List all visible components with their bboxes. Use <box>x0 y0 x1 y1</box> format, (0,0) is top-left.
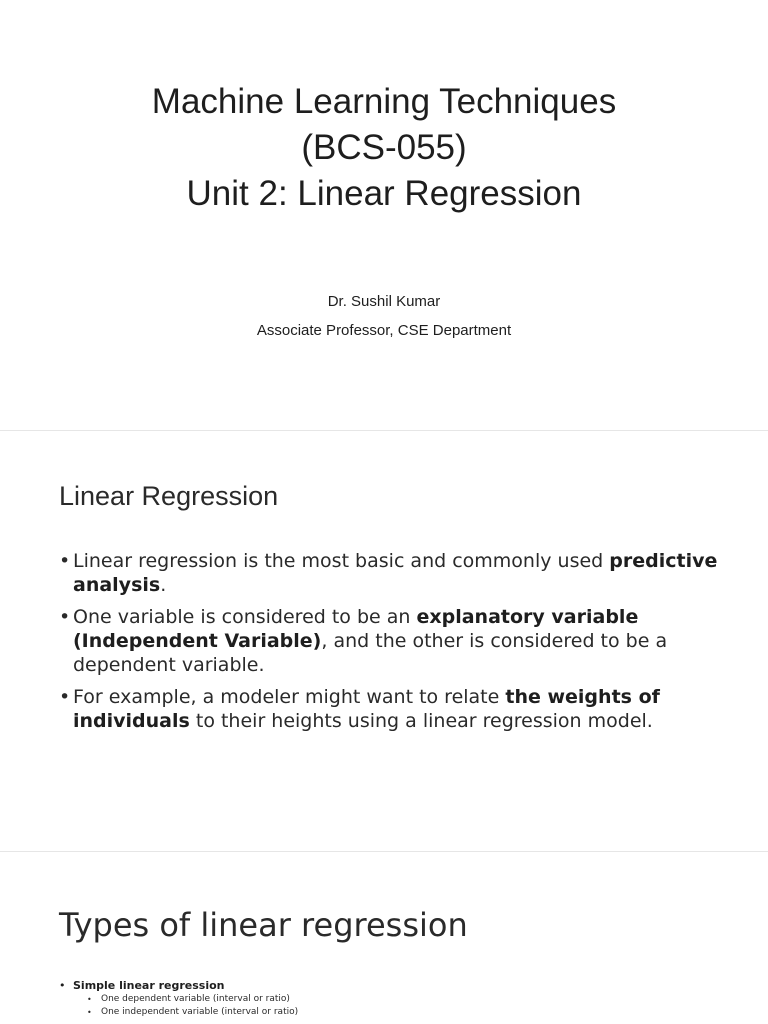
bullet-item <box>59 549 719 597</box>
bullet-text: , and the other is considered to be a dependent variable. <box>73 630 668 676</box>
linear-regression-slide <box>0 431 768 851</box>
bullet-emphasis: explanatory variable (Independent Variable) <box>73 606 639 652</box>
type-item <box>59 979 298 1019</box>
bullet-item <box>59 685 719 733</box>
sub-item <box>87 1006 298 1019</box>
title-line-unit: Unit 2: Linear Regression <box>186 174 582 213</box>
bullet-text: Linear regression is the most basic and commonly used <box>73 550 610 572</box>
sub-item <box>87 993 298 1006</box>
bullet-list <box>59 549 719 741</box>
bullet-icon: • <box>59 686 71 708</box>
slide-heading: Linear Regression <box>59 481 279 511</box>
sub-item-text: One dependent variable (interval or ratio) <box>101 994 290 1004</box>
bullet-icon: • <box>87 1008 92 1017</box>
bullet-icon: • <box>59 550 71 572</box>
bullet-emphasis: predictive analysis <box>73 550 718 596</box>
slide-heading: Types of linear regression <box>59 906 468 944</box>
types-list <box>59 979 298 1019</box>
title-slide <box>0 0 768 430</box>
author-name: Dr. Sushil Kumar <box>327 293 441 310</box>
sub-item-text: One independent variable (interval or ratio) <box>101 1007 299 1017</box>
bullet-icon: • <box>59 606 71 628</box>
type-label: Simple linear regression <box>73 979 225 992</box>
bullet-text: One variable is considered to be an <box>73 606 417 628</box>
bullet-item <box>59 605 719 677</box>
bullet-emphasis: the weights of individuals <box>73 686 660 732</box>
author-position: Associate Professor, CSE Department <box>256 322 512 339</box>
bullet-text: to their heights using a linear regression model. <box>189 710 653 732</box>
slide-title <box>0 79 768 217</box>
bullet-text: . <box>160 574 167 596</box>
bullet-icon: • <box>87 995 92 1004</box>
title-line-code: (BCS-055) <box>301 128 467 167</box>
bullet-icon: • <box>59 979 66 992</box>
sub-list <box>73 993 298 1019</box>
title-line-course: Machine Learning Techniques <box>151 82 617 121</box>
author-info <box>0 287 768 345</box>
bullet-text: For example, a modeler might want to relate <box>73 686 506 708</box>
types-slide <box>0 852 768 1024</box>
